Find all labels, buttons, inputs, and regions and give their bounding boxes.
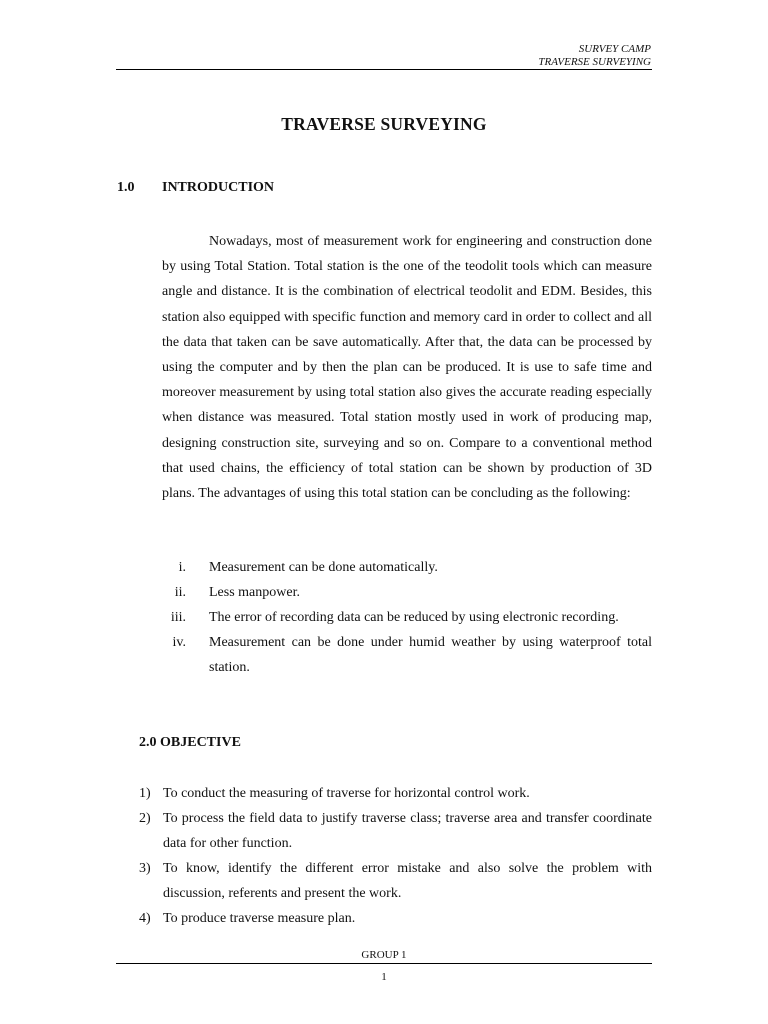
running-header <box>538 43 651 69</box>
header-line-1: SURVEY CAMP <box>578 43 651 55</box>
page-number: 1 <box>381 971 387 983</box>
list-item-text: Less manpower. <box>209 585 300 600</box>
header-line-2: TRAVERSE SURVEYING <box>538 56 651 68</box>
list-item <box>139 781 652 806</box>
list-item <box>139 906 652 931</box>
header-rule <box>116 69 652 70</box>
list-item-text: To conduct the measuring of traverse for horizontal control work. <box>163 786 530 801</box>
advantages-list <box>162 555 652 680</box>
list-item-text: To know, identify the different error mistake and also solve the problem with discussion, referents and present the work. <box>163 861 652 901</box>
list-item-text: To produce traverse measure plan. <box>163 911 356 926</box>
list-item <box>162 555 652 580</box>
list-marker: ii. <box>174 585 186 600</box>
list-item <box>162 630 652 680</box>
section-1-heading: INTRODUCTION <box>162 180 275 195</box>
list-item <box>139 806 652 856</box>
section-2-heading: 2.0 OBJECTIVE <box>139 735 241 750</box>
objectives-list <box>139 781 652 931</box>
list-item <box>162 605 652 630</box>
section-1-number: 1.0 <box>117 180 135 195</box>
list-item-text: Measurement can be done automatically. <box>209 560 438 575</box>
list-marker: i. <box>178 560 186 575</box>
footer-group: GROUP 1 <box>361 949 407 961</box>
list-marker: 4) <box>139 911 151 926</box>
document-title: TRAVERSE SURVEYING <box>281 114 487 134</box>
footer-rule <box>116 963 652 964</box>
list-marker: iv. <box>172 635 186 650</box>
list-item-text: The error of recording data can be reduced by using electronic recording. <box>209 610 619 625</box>
list-item <box>139 856 652 906</box>
list-marker: 1) <box>139 786 151 801</box>
list-item <box>162 580 652 605</box>
list-item-text: Measurement can be done under humid weather by using waterproof total station. <box>209 635 652 675</box>
introduction-paragraph: Nowadays, most of measurement work for engineering and construction done by using Total Station. Total station is the one of the teodolit tools which can measure angle and distance. It is the combination of electrical teodolit and EDM. Besides, this station also equipped with specific function and memory card in order to collect and all the data that taken can be save automatically. After that, the data can be processed by using the computer and by then the plan can be produced. It is use to safe time and moreover measurement by using total station also gives the accurate reading especially when distance was measured. Total station mostly used in work of producing map, designing construction site, surveying and so on. Compare to a conventional method that used chains, the efficiency of total station can be shown by production of 3D plans. The advantages of using this total station can be concluding as the following: <box>162 234 652 502</box>
list-item-text: To process the field data to justify traverse class; traverse area and transfer coordinate data for other function. <box>163 811 652 851</box>
list-marker: 3) <box>139 861 151 876</box>
list-marker: iii. <box>170 610 186 625</box>
list-marker: 2) <box>139 811 151 826</box>
